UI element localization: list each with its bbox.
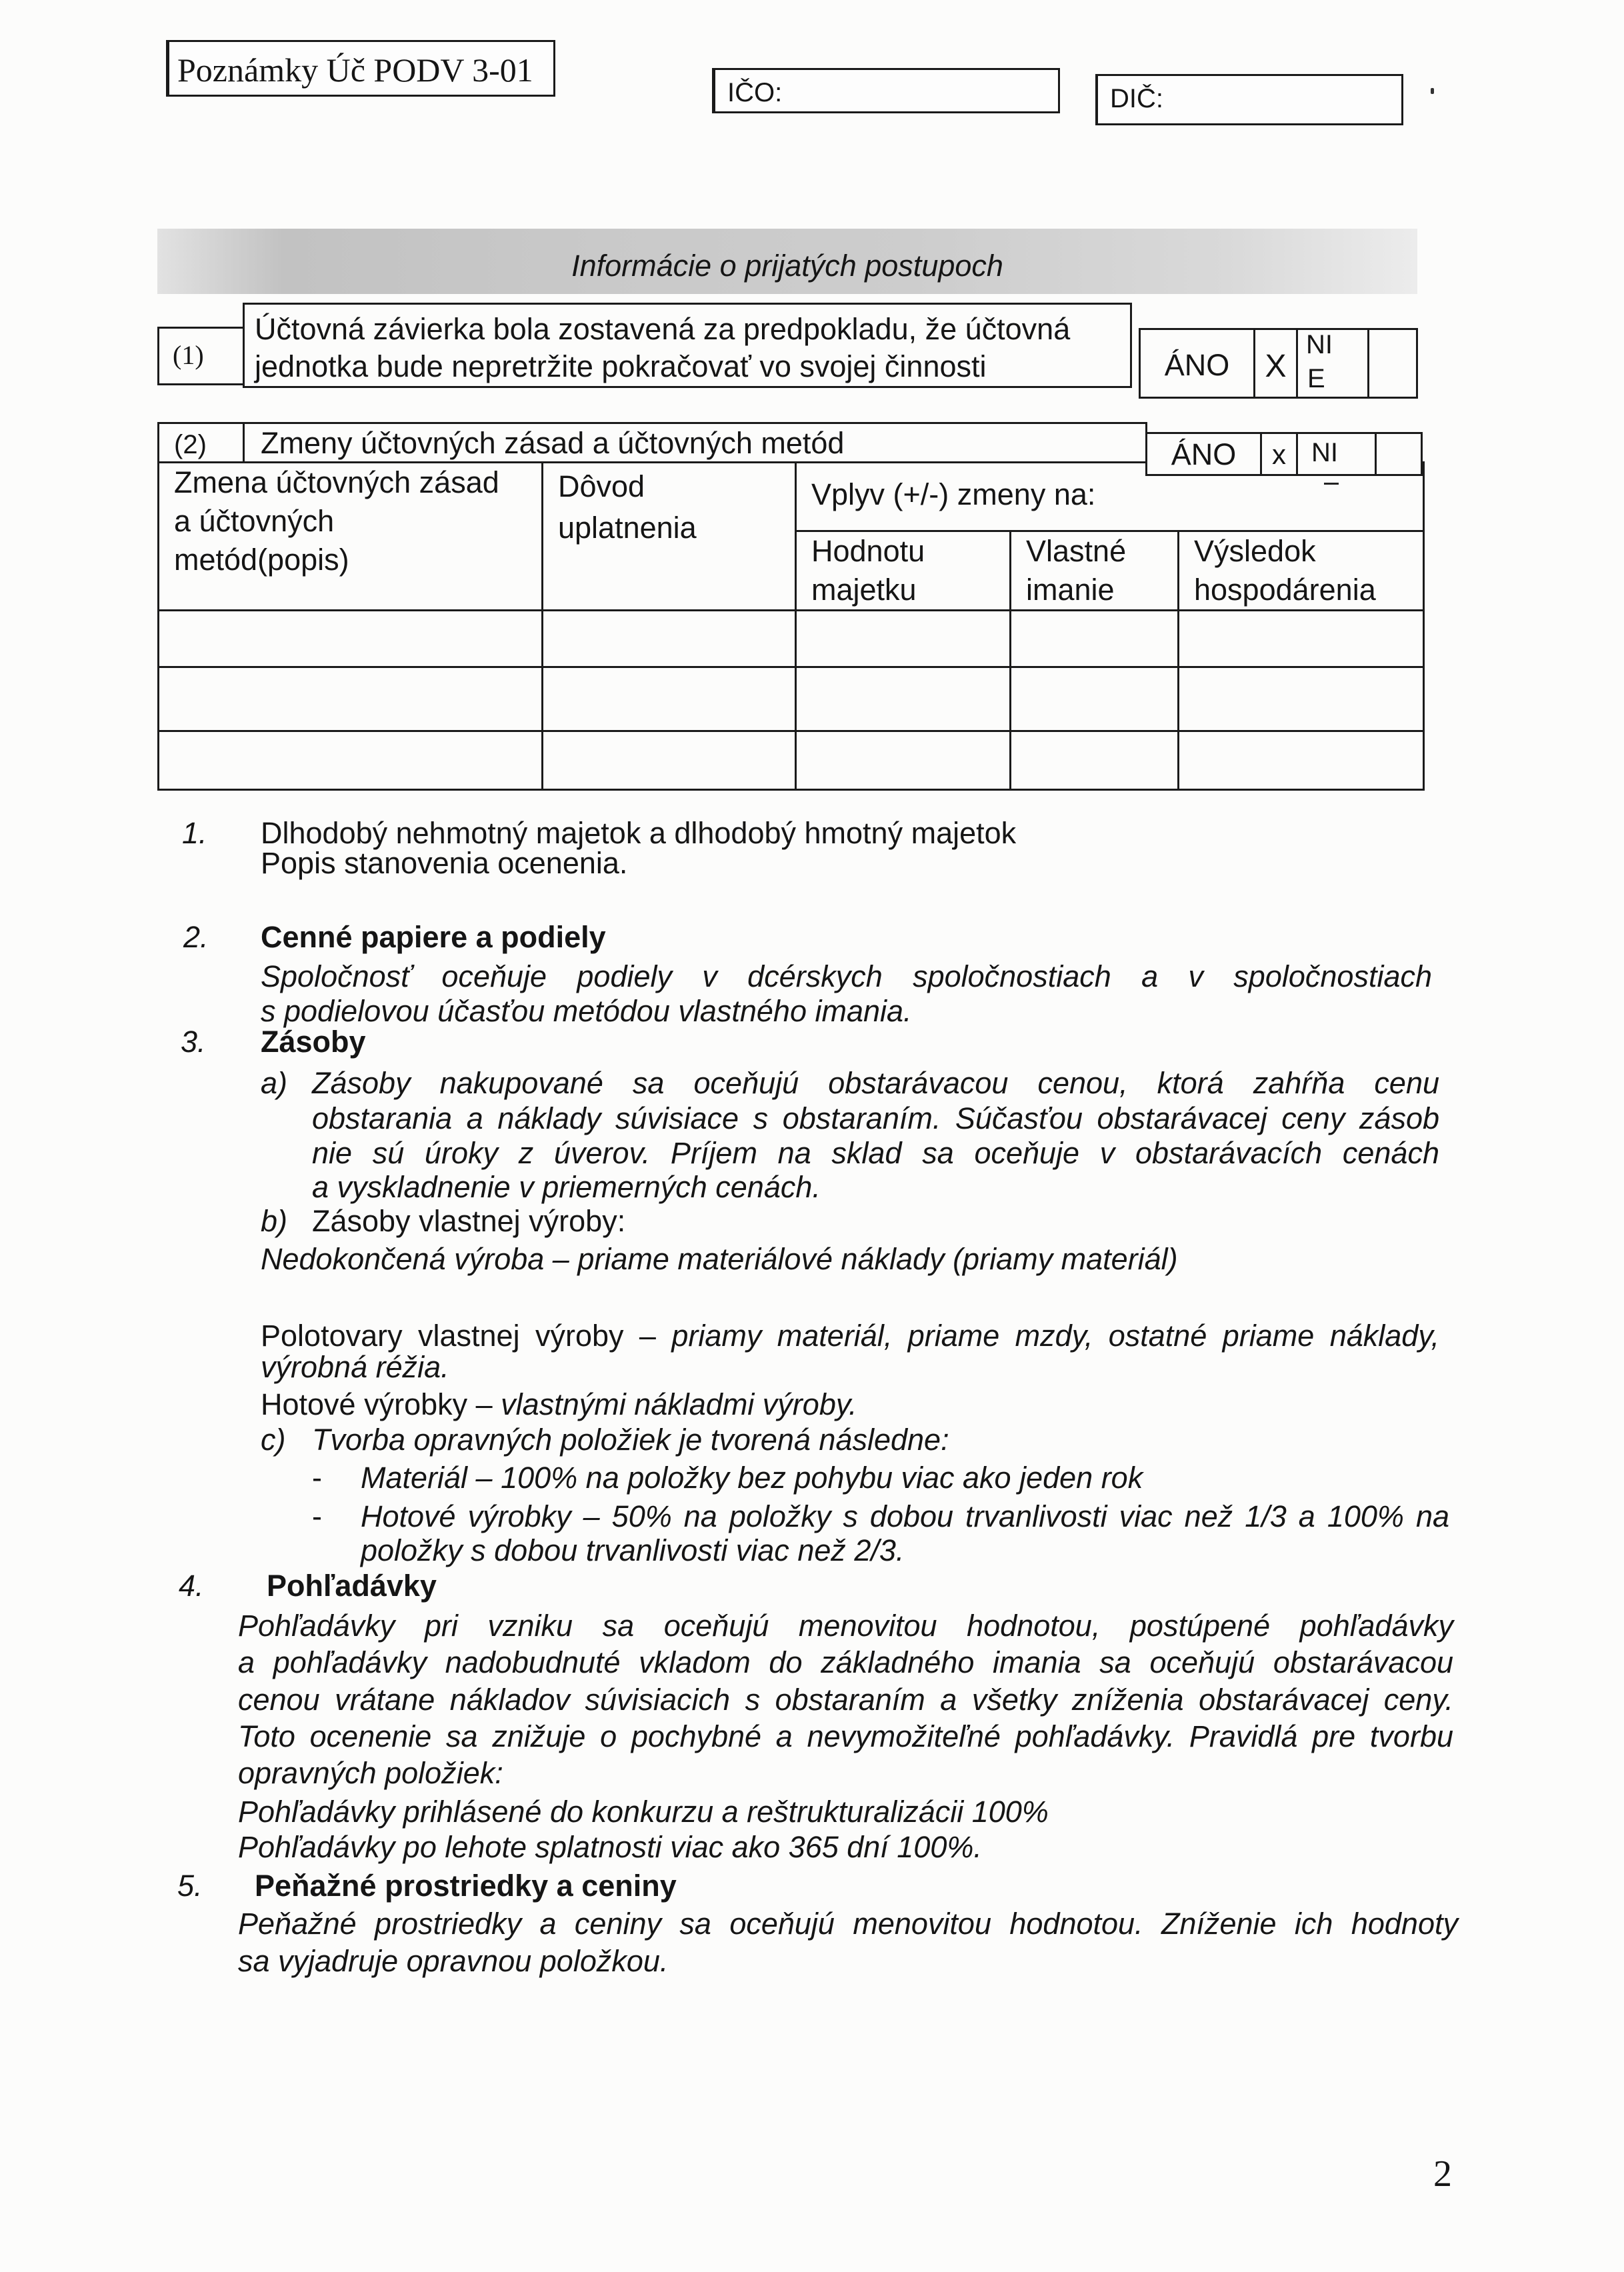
- inline-text: priamy materiál, priame mzdy, ostatné priame náklady,: [671, 1319, 1439, 1353]
- item-number: 5.: [177, 1869, 203, 1903]
- section2-number-cell: [157, 422, 245, 463]
- dic-label: DIČ:: [1110, 84, 1163, 113]
- table-cell: [1011, 611, 1179, 667]
- subitem-label: c): [261, 1423, 286, 1457]
- table-row: [159, 667, 1424, 731]
- section1-empty-box: [1367, 328, 1418, 399]
- header-line: hospodárenia: [1194, 573, 1376, 607]
- table-row: [159, 731, 1424, 790]
- item-text-line: Peňažné prostriedky a ceniny sa oceňujú menovitou hodnotou. Zníženie ich hodnoty: [238, 1907, 1458, 1941]
- banner-title: Informácie o prijatých postupoch: [571, 249, 1003, 283]
- item-text-line: nie sú úroky z úverov. Príjem na sklad sa oceňuje v obstarávacích cenách: [312, 1136, 1439, 1170]
- item-title: Cenné papiere a podiely: [261, 920, 606, 954]
- ico-label: IČO:: [727, 78, 783, 107]
- item-text-line: a vyskladnenie v priemerných cenách.: [312, 1170, 821, 1204]
- item-text-line: Popis stanovenia ocenenia.: [261, 846, 628, 880]
- scan-mark: [1324, 483, 1339, 485]
- inline-label: Hotové výrobky –: [261, 1387, 493, 1421]
- table-cell: [543, 667, 796, 731]
- table-cell: [159, 731, 543, 790]
- bullet-dash: -: [312, 1461, 322, 1495]
- form-code-box: [166, 40, 555, 97]
- reason-header: [543, 463, 796, 611]
- table-cell: [159, 667, 543, 731]
- equity-header: [1011, 531, 1179, 611]
- header-line: metód(popis): [174, 543, 349, 577]
- section1-yes-box: [1139, 328, 1255, 399]
- item-text-line: Pohľadávky po lehote splatnosti viac ako 365 dní 100%.: [238, 1830, 982, 1864]
- item-title: Dlhodobý nehmotný majetok a dlhodobý hmotný majetok: [261, 816, 1017, 850]
- subitem-heading: Tvorba opravných položiek je tvorená následne:: [312, 1423, 949, 1457]
- section1-mark: X: [1265, 349, 1287, 384]
- form-code: Poznámky Úč PODV 3-01: [177, 51, 533, 89]
- item-text-line: Zásoby nakupované sa oceňujú obstarávacou cenou, ktorá zahŕňa cenu: [312, 1066, 1439, 1100]
- section1-number-cell: [157, 327, 245, 385]
- section2-no-label: NI: [1311, 438, 1338, 467]
- item-text-line: cenou vrátane nákladov súvisiacich s obstaraním a všetky zníženia obstarávacej ceny.: [238, 1683, 1453, 1717]
- table-cell: [1011, 667, 1179, 731]
- header-line: Výsledok: [1194, 534, 1316, 568]
- section2-yes-box: [1145, 432, 1262, 476]
- item-title: Zásoby: [261, 1025, 366, 1059]
- header-line: uplatnenia: [558, 511, 697, 545]
- subitem-label: b): [261, 1204, 288, 1238]
- subitem-label: a): [261, 1066, 288, 1100]
- item-number: 2.: [183, 920, 209, 954]
- header-line: Vplyv (+/-) zmeny na:: [811, 477, 1096, 511]
- header-line: a účtovných: [174, 504, 335, 538]
- table-cell: [1179, 667, 1424, 731]
- item-number: 1.: [182, 816, 207, 850]
- table-cell: [1011, 731, 1179, 790]
- section1-yes-label: ÁNO: [1164, 348, 1230, 382]
- inline-label: Polotovary vlastnej výroby –: [261, 1319, 656, 1353]
- item-title: Pohľadávky: [267, 1569, 437, 1603]
- change-description-header: [159, 463, 543, 611]
- item-number: 3.: [181, 1025, 206, 1059]
- table-cell: [543, 611, 796, 667]
- header-line: Hodnotu: [811, 534, 925, 568]
- table-cell: [1179, 611, 1424, 667]
- item-text-line: obstarania a náklady súvisiace s obstaraním. Súčasťou obstarávacej ceny zásob: [312, 1101, 1439, 1135]
- item-text-line: Pohľadávky pri vzniku sa oceňujú menovitou hodnotou, postúpené pohľadávky: [238, 1609, 1453, 1643]
- table-cell: [1179, 731, 1424, 790]
- item-text-line: Nedokončená výroba – priame materiálové náklady (priamy materiál): [261, 1242, 1178, 1276]
- item-text-line: [261, 1319, 1439, 1353]
- item-text-line: výrobná réžia.: [261, 1350, 449, 1384]
- item-text-line: Toto ocenenie sa znižuje o pochybné a nevymožiteľné pohľadávky. Pravidlá pre tvorbu: [238, 1719, 1453, 1753]
- ico-field: [712, 68, 1060, 113]
- bullet-text-line: Materiál – 100% na položky bez pohybu viac ako jeden rok: [361, 1461, 1143, 1495]
- header-line: Vlastné: [1026, 534, 1127, 568]
- bullet-text-line: Hotové výrobky – 50% na položky s dobou trvanlivosti viac než 1/3 a 100% na: [361, 1499, 1449, 1533]
- table-cell: [796, 731, 1011, 790]
- accounting-changes-table: [157, 461, 1425, 791]
- scan-mark: [1431, 88, 1434, 94]
- subitem-heading: Zásoby vlastnej výroby:: [312, 1204, 626, 1238]
- table-cell: [159, 611, 543, 667]
- table-cell: [543, 731, 796, 790]
- item-title: Peňažné prostriedky a ceniny: [255, 1869, 677, 1903]
- dic-field: [1095, 74, 1403, 125]
- header-line: imanie: [1026, 573, 1115, 607]
- item-text-line: opravných položiek:: [238, 1756, 503, 1790]
- section2-number: (2): [174, 430, 207, 459]
- item-text-line: Spoločnosť oceňuje podiely v dcérskych spoločnostiach a v spoločnostiach: [261, 959, 1432, 993]
- section2-mark: x: [1272, 439, 1286, 470]
- item-text-line: Pohľadávky prihlásené do konkurzu a reštrukturalizácii 100%: [238, 1795, 1049, 1829]
- section2-empty-box: [1375, 432, 1423, 476]
- section2-mark-box: [1260, 432, 1298, 476]
- section1-mark-box: [1253, 328, 1298, 399]
- table-cell: [796, 611, 1011, 667]
- asset-value-header: [796, 531, 1011, 611]
- item-text-line: sa vyjadruje opravnou položkou.: [238, 1944, 669, 1978]
- item-text-line: [261, 1387, 857, 1422]
- section1-text-line: jednotka bude nepretržite pokračovať vo svojej činnosti: [255, 349, 987, 383]
- section2-title-cell: [243, 422, 1147, 463]
- section1-number: (1): [173, 340, 204, 370]
- bullet-text-line: položky s dobou trvanlivosti viac než 2/3.: [361, 1533, 905, 1567]
- item-text-line: a pohľadávky nadobudnuté vkladom do základného imania sa oceňujú obstarávacou: [238, 1645, 1453, 1679]
- page-number: 2: [1433, 2153, 1452, 2195]
- section1-no-label: NI: [1306, 330, 1333, 359]
- section2-yes-label: ÁNO: [1171, 437, 1237, 471]
- section1-no-label: E: [1307, 364, 1325, 393]
- item-text-line: s podielovou účasťou metódou vlastného imania.: [261, 994, 912, 1028]
- section2-title: Zmeny účtovných zásad a účtovných metód: [261, 426, 845, 460]
- section-banner: [157, 229, 1417, 294]
- section1-no-box: [1296, 328, 1369, 399]
- section1-text-cell: [243, 303, 1132, 388]
- section1-text-line: Účtovná závierka bola zostavená za predpokladu, že účtovná: [255, 312, 1071, 346]
- profit-loss-header: [1179, 531, 1424, 611]
- section2-no-box: [1296, 432, 1377, 476]
- bullet-dash: -: [312, 1499, 322, 1533]
- inline-text: vlastnými nákladmi výroby.: [501, 1387, 857, 1421]
- table-row: [159, 611, 1424, 667]
- header-line: Zmena účtovných zásad: [174, 465, 499, 499]
- header-line: Dôvod: [558, 469, 645, 503]
- item-number: 4.: [179, 1569, 204, 1603]
- table-cell: [796, 667, 1011, 731]
- header-line: majetku: [811, 573, 917, 607]
